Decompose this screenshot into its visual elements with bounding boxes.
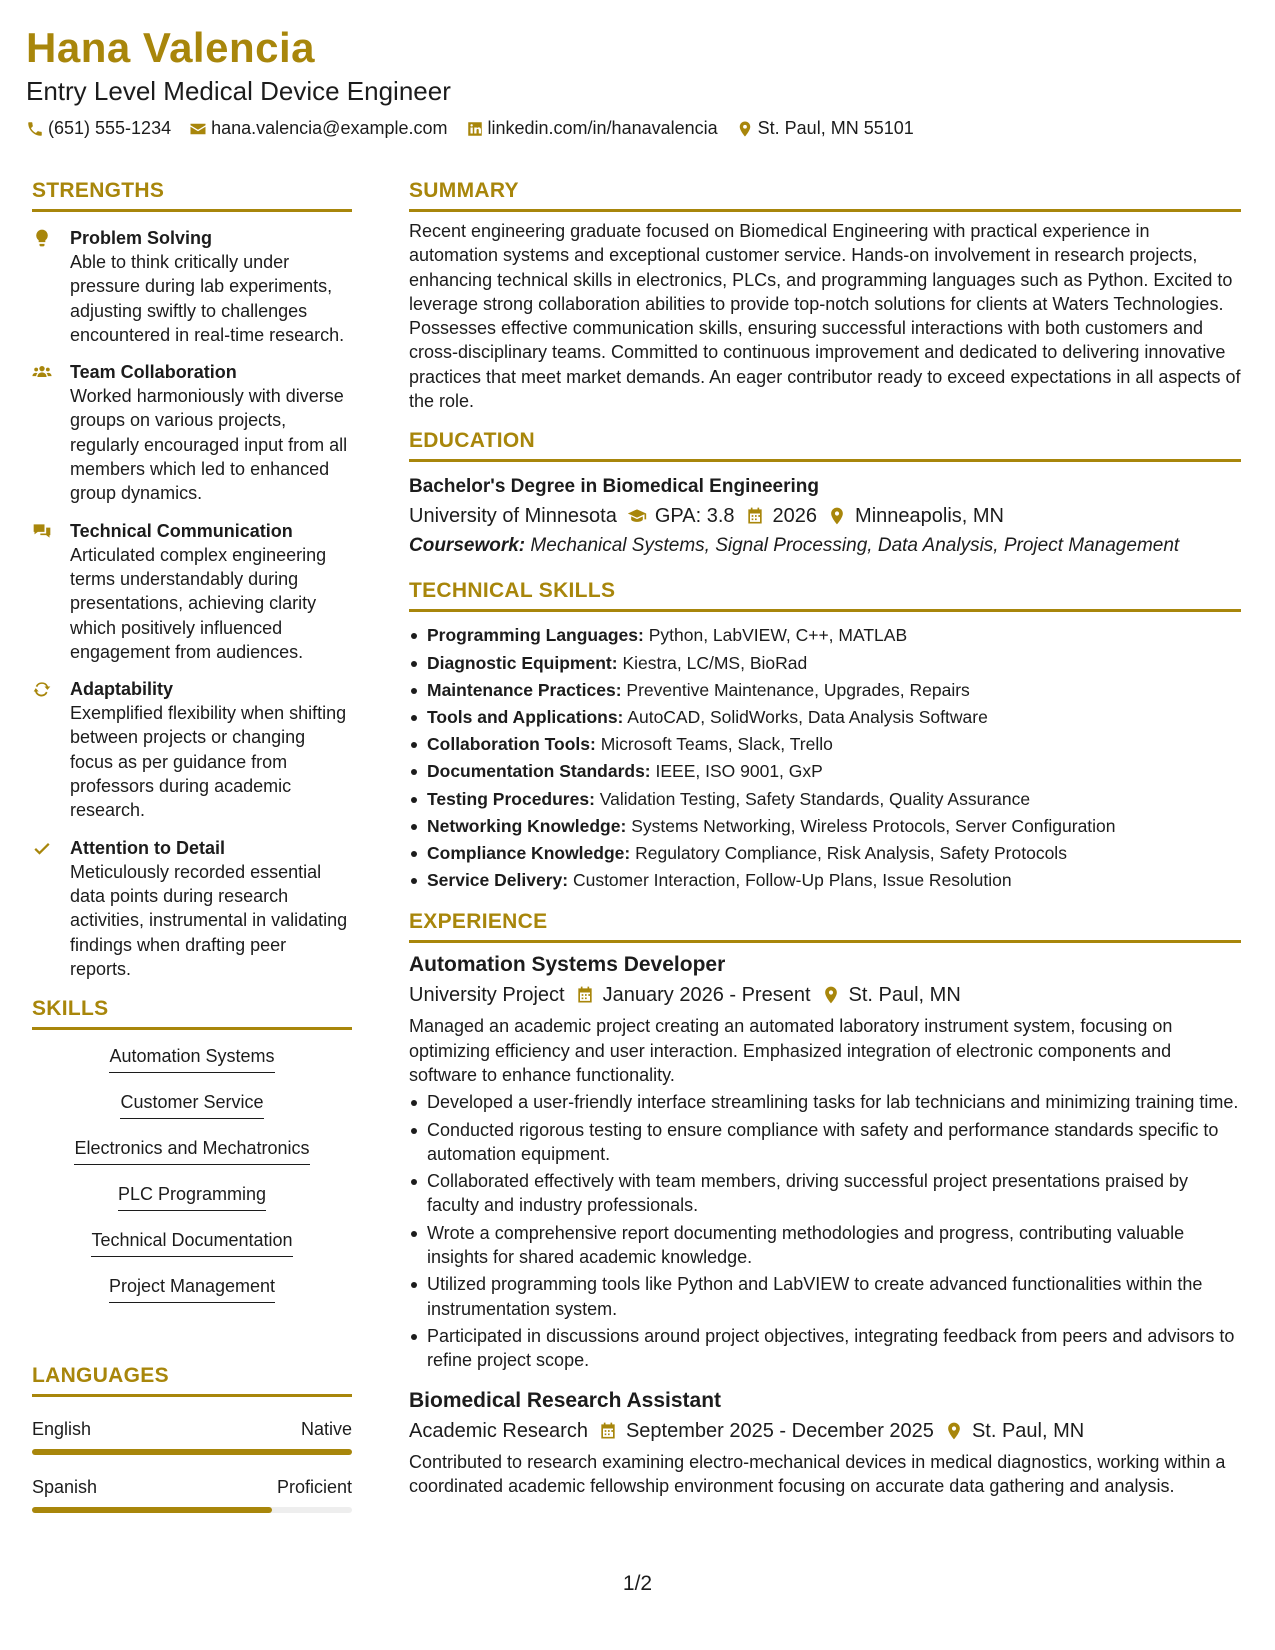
strength-item [32, 677, 352, 822]
check-icon [32, 838, 52, 858]
strength-item [32, 836, 352, 981]
graduation-cap-icon [627, 506, 647, 526]
list-item: Participated in discussions around project objectives, integrating feedback from peers and advisors to refine project scope. [409, 1324, 1241, 1373]
skill-item: Technical Documentation [91, 1228, 292, 1257]
list-item: Compliance Knowledge: Regulatory Compliance, Risk Analysis, Safety Protocols [409, 840, 1241, 867]
gpa-text: GPA: 3.8 [654, 505, 735, 528]
list-item: Service Delivery: Customer Interaction, Follow-Up Plans, Issue Resolution [409, 867, 1241, 894]
graduation-year: 2026 [772, 505, 818, 528]
list-item: Documentation Standards: IEEE, ISO 9001, GxP [409, 758, 1241, 785]
strength-item [32, 226, 352, 347]
skill-item: Customer Service [120, 1090, 263, 1119]
strengths-heading: STRENGTHS [32, 177, 352, 212]
strength-item [32, 360, 352, 505]
list-item: Tools and Applications: AutoCAD, SolidWorks, Data Analysis Software [409, 704, 1241, 731]
location-icon [944, 1421, 964, 1441]
proficiency-fill [32, 1507, 272, 1513]
education-meta [409, 501, 1241, 531]
contact-phone [26, 118, 171, 139]
coursework [409, 531, 1241, 561]
strength-item [32, 519, 352, 664]
comments-icon [32, 521, 52, 541]
skills-section [32, 995, 352, 1320]
list-item: Maintenance Practices: Preventive Maintenance, Upgrades, Repairs [409, 677, 1241, 704]
phone-icon [26, 120, 44, 138]
strength-title: Attention to Detail [70, 837, 225, 858]
strength-desc: Articulated complex engineering terms understandably during presentations, achieving clarity which positively influenced engagement from audiences. [70, 544, 327, 662]
skill-item: Electronics and Mechatronics [74, 1136, 309, 1165]
school-location: Minneapolis, MN [855, 505, 1004, 528]
job-title: Automation Systems Developer [409, 953, 726, 977]
school-name: University of Minnesota [409, 505, 617, 528]
strength-title: Technical Communication [70, 520, 293, 541]
envelope-icon [189, 120, 207, 138]
technical-skills-list [409, 622, 1241, 894]
candidate-name: Hana Valencia [26, 24, 315, 71]
languages-heading: LANGUAGES [32, 1362, 352, 1397]
contact-linkedin[interactable] [466, 118, 718, 139]
skill-item: Automation Systems [109, 1044, 274, 1073]
strength-title: Problem Solving [70, 228, 213, 248]
job-entry [409, 951, 1241, 1372]
phone-text: (651) 555-1234 [48, 118, 172, 138]
technical-skills-heading: TECHNICAL SKILLS [409, 577, 1241, 612]
coursework-text: Mechanical Systems, Signal Processing, Data Analysis, Project Management [530, 535, 1180, 557]
contact-email[interactable] [189, 118, 447, 139]
sync-icon [32, 679, 52, 699]
left-column [32, 177, 352, 1513]
job-entry [409, 1387, 1241, 1499]
linkedin-icon [466, 120, 484, 138]
list-item: Collaboration Tools: Microsoft Teams, Slack, Trello [409, 731, 1241, 758]
proficiency-fill [32, 1449, 352, 1455]
skill-item: Project Management [109, 1274, 275, 1303]
languages-section [32, 1362, 352, 1513]
job-summary: Contributed to research examining electro-mechanical devices in medical diagnostics, working within a coordinated academic fellowship environment focusing on accurate data gathering and analysis. [409, 1451, 1226, 1496]
strengths-list [32, 226, 352, 981]
location-icon [821, 985, 841, 1005]
job-meta [409, 980, 1241, 1010]
language-level: Native [300, 1419, 352, 1440]
job-dates: January 2026 - Present [602, 984, 811, 1007]
language-level: Proficient [276, 1477, 352, 1498]
skills-list [32, 1044, 352, 1320]
resume-header [26, 22, 1246, 139]
list-item: Collaborated effectively with team members, driving successful project presentations praised by faculty and industry professionals. [409, 1169, 1241, 1218]
contact-info [26, 118, 1246, 139]
list-item: Testing Procedures: Validation Testing, Safety Standards, Quality Assurance [409, 786, 1241, 813]
language-item [32, 1417, 352, 1455]
calendar-icon [575, 985, 595, 1005]
strength-desc: Exemplified flexibility when shifting between projects or changing focus as per guidance from professors during academic research. [70, 703, 347, 821]
strength-desc: Meticulously recorded essential data points during research activities, instrumental in validating findings when drafting peer reports. [70, 861, 348, 979]
contact-location [736, 118, 914, 139]
skills-heading: SKILLS [32, 995, 352, 1030]
language-item [32, 1475, 352, 1513]
list-item: Networking Knowledge: Systems Networking, Wireless Protocols, Server Configuration [409, 813, 1241, 840]
calendar-icon [598, 1421, 618, 1441]
location-icon [736, 120, 754, 138]
language-proficiency-bar [32, 1507, 352, 1513]
calendar-icon [745, 506, 765, 526]
job-summary: Managed an academic project creating an automated laboratory instrument system, focusing on optimizing efficiency and user interaction. Emphasized integration of electronic components and software to enhance functionality. [409, 1016, 1173, 1085]
job-title: Entry Level Medical Device Engineer [26, 76, 451, 106]
job-bullets [409, 1090, 1241, 1372]
list-item: Developed a user-friendly interface streamlining tasks for lab technicians and minimizing training time. [409, 1090, 1241, 1114]
degree-title: Bachelor's Degree in Biomedical Engineering [409, 476, 819, 498]
linkedin-text[interactable]: linkedin.com/in/hanavalencia [487, 118, 718, 138]
strength-title: Team Collaboration [70, 362, 237, 383]
users-icon [32, 362, 52, 382]
education-heading: EDUCATION [409, 427, 1241, 462]
language-name: English [32, 1419, 92, 1440]
location-text: St. Paul, MN 55101 [757, 118, 914, 138]
experience-heading: EXPERIENCE [409, 908, 1241, 943]
list-item: Wrote a comprehensive report documenting methodologies and progress, contributing valuable insights for shared academic knowledge. [409, 1221, 1241, 1270]
job-org: University Project [409, 984, 565, 1007]
summary-text: Recent engineering graduate focused on Biomedical Engineering with practical experience in automation systems and exceptional customer service. Hands-on involvement in research projects, enhancing technical skills in electronics, PLCs, and programming languages such as Python. Excited to leverage strong collaboration abilities to provide top-notch solutions for clients at Waters Technologies. Possesses effective communication skills, ensuring successful interactions with both customers and cross-disciplinary teams. Committed to continuous improvement and dedicated to delivering innovative practices that meet market demands. An eager contributor ready to exceed expectations in all aspects of the role. [409, 221, 1241, 412]
strength-title: Adaptability [70, 679, 174, 700]
language-proficiency-bar [32, 1449, 352, 1455]
list-item: Programming Languages: Python, LabVIEW, C++, MATLAB [409, 622, 1241, 649]
summary-heading: SUMMARY [409, 177, 1241, 212]
list-item: Utilized programming tools like Python and LabVIEW to create advanced functionalities within the instrumentation system. [409, 1272, 1241, 1321]
job-location: St. Paul, MN [848, 984, 961, 1007]
skill-item: PLC Programming [118, 1182, 266, 1211]
location-icon [827, 506, 847, 526]
job-title: Biomedical Research Assistant [409, 1388, 722, 1412]
right-column [409, 177, 1241, 1498]
job-meta [409, 1416, 1241, 1446]
email-text[interactable]: hana.valencia@example.com [211, 118, 448, 138]
page-number: 1/2 [622, 1572, 653, 1595]
lightbulb-icon [32, 228, 52, 248]
strength-desc: Worked harmoniously with diverse groups on various projects, regularly encouraged input from all members which led to enhanced group dynamics. [70, 386, 348, 504]
language-name: Spanish [32, 1477, 98, 1498]
list-item: Diagnostic Equipment: Kiestra, LC/MS, BioRad [409, 650, 1241, 677]
strength-desc: Able to think critically under pressure during lab experiments, adjusting swiftly to challenges encountered in real-time research. [70, 252, 345, 345]
list-item: Conducted rigorous testing to ensure compliance with safety and performance standards specific to automation equipment. [409, 1118, 1241, 1167]
job-dates: September 2025 - December 2025 [625, 1419, 934, 1442]
job-org: Academic Research [409, 1419, 588, 1442]
job-location: St. Paul, MN [971, 1419, 1085, 1442]
coursework-label: Coursework: [409, 535, 526, 557]
